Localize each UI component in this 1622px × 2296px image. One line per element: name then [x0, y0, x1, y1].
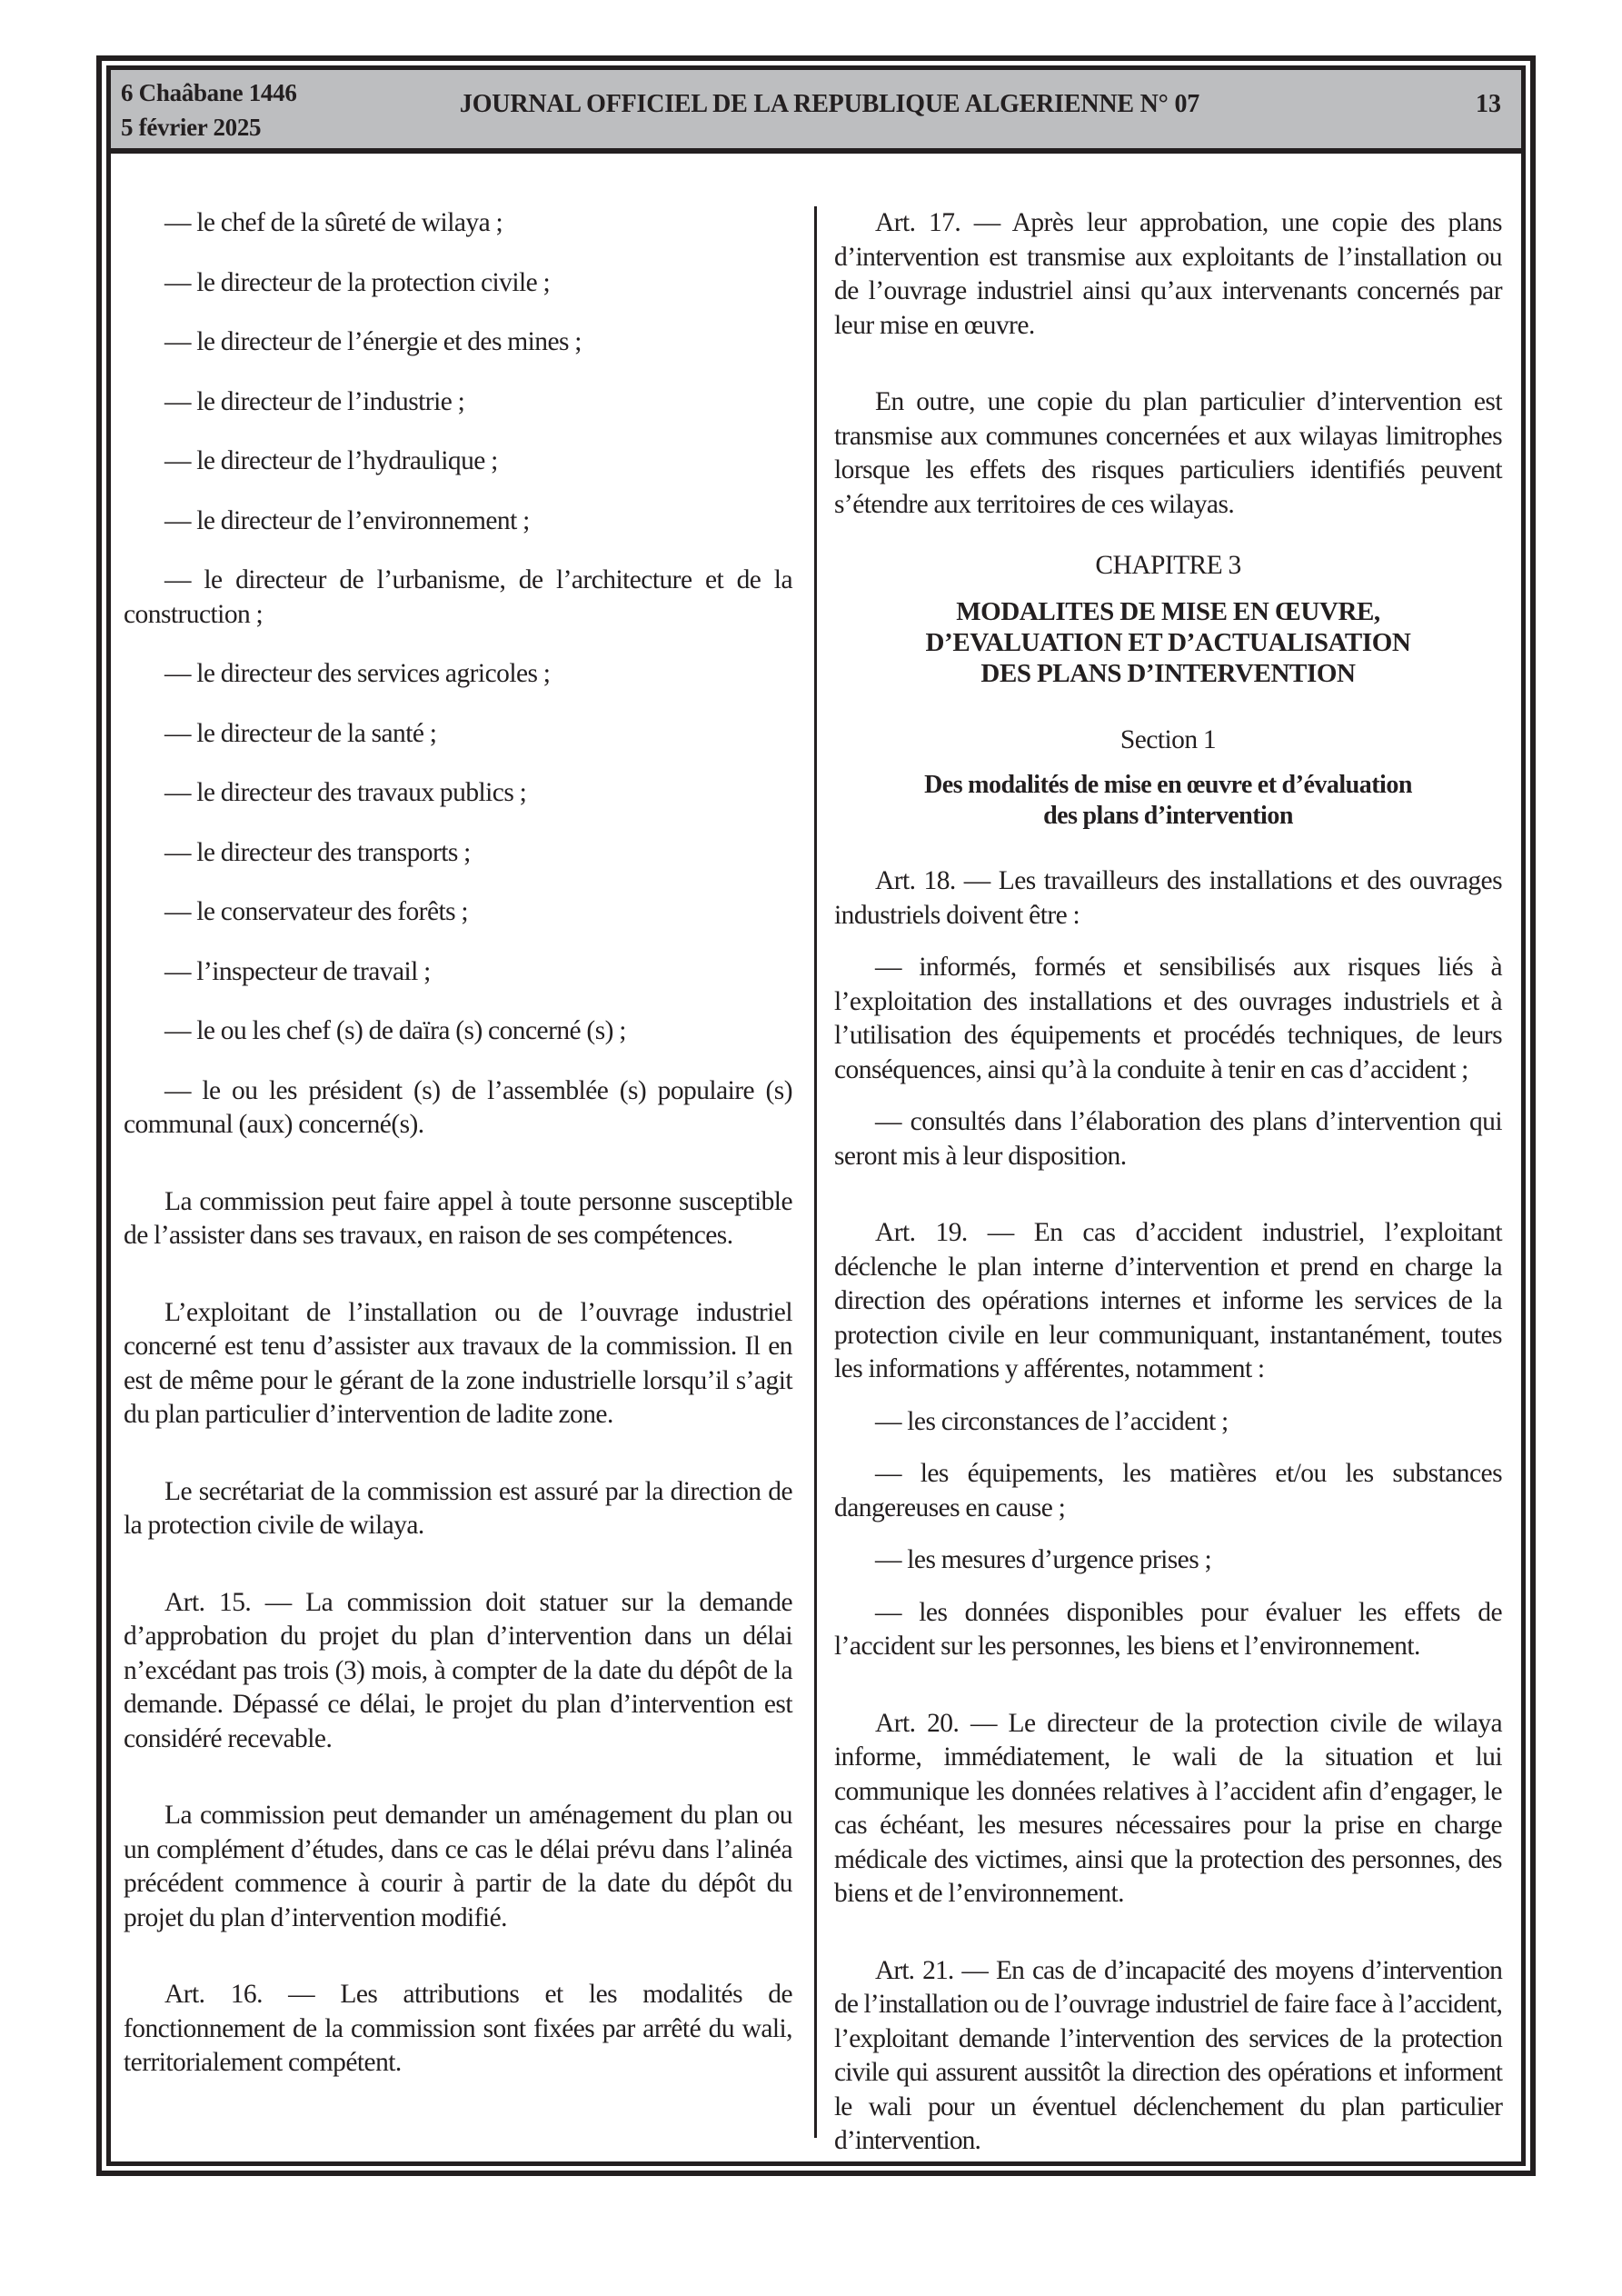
article-19-intro: Art. 19. — En cas d’accident industriel, l’exploitant déclenche le plan interne d’intervention et prend en charge la direction des opérations internes et informe les services de la protection civile en leur communiquant, instantanément, toutes les informations y afférentes, notamment :	[834, 1218, 1502, 1383]
list-item: — le directeur de la santé ;	[164, 718, 437, 748]
list-item: — le directeur de l’énergie et des mines ;	[164, 327, 582, 356]
list-item: — le directeur des transports ;	[164, 837, 471, 867]
section-title-line: Des modalités de mise en œuvre et d’évaluation	[924, 771, 1412, 799]
paragraph-commission-experts: La commission peut faire appel à toute personne susceptible de l’assister dans ses travaux, en raison de ses compétences.	[124, 1186, 792, 1250]
chapter-title	[834, 596, 1502, 689]
journal-title: JOURNAL OFFICIEL DE LA REPUBLIQUE ALGERIENNE N° 07	[459, 90, 1200, 118]
right-column	[834, 206, 1502, 2159]
column-divider	[814, 206, 817, 2138]
article-18-intro: Art. 18. — Les travailleurs des installations et des ouvrages industriels doivent être :	[834, 866, 1502, 930]
chapter-title-line: D’EVALUATION ET D’ACTUALISATION	[925, 627, 1411, 657]
list-item: — le directeur de la protection civile ;	[164, 267, 551, 297]
list-item: — le directeur de l’hydraulique ;	[164, 446, 498, 475]
hijri-date: 6 Chaâbane 1446	[121, 79, 297, 106]
list-item: — les circonstances de l’accident ;	[875, 1406, 1229, 1436]
article-16: Art. 16. — Les attributions et les modalités de fonctionnement de la commission sont fixées par arrêté du wali, territorialement compétent.	[124, 1980, 792, 2077]
chapter-label: CHAPITRE 3	[1095, 551, 1241, 580]
list-item: — le directeur des travaux publics ;	[164, 778, 527, 807]
list-item: — le ou les président (s) de l’assemblée (s) populaire (s) communal (aux) concerné(s).	[124, 1075, 792, 1139]
section-title-line: des plans d’intervention	[1043, 802, 1293, 830]
section-label: Section 1	[1119, 724, 1217, 754]
list-item: — consultés dans l’élaboration des plans d’intervention qui seront mis à leur disposition.	[834, 1107, 1502, 1171]
page-frame-inner	[106, 65, 1526, 2166]
list-item: — informés, formés et sensibilisés aux risques liés à l’exploitation des installations et des ouvrages industriels et à l’utilisation des équipements et procédés techniques, de leurs conséquences, ainsi qu’à la conduite à tenir en cas d’accident ;	[834, 953, 1502, 1084]
paragraph-exploitant-attendance: L’exploitant de l’installation ou de l’ouvrage industriel concerné est tenu d’assister aux travaux de la commission. Il en est de même pour le gérant de la zone industrielle lorsqu’il s’agit du plan particulier d’intervention de ladite zone.	[124, 1297, 792, 1429]
list-item: — le directeur de l’environnement ;	[164, 505, 530, 535]
page-header	[111, 70, 1521, 154]
section-title	[834, 770, 1502, 832]
page-number: 13	[1476, 90, 1501, 118]
paragraph-secretariat: Le secrétariat de la commission est assuré par la direction de la protection civile de wilaya.	[124, 1476, 792, 1540]
gregorian-date: 5 février 2025	[121, 114, 262, 141]
list-item: — le conservateur des forêts ;	[164, 897, 469, 926]
list-item: — le chef de la sûreté de wilaya ;	[164, 208, 503, 237]
list-item: — les mesures d’urgence prises ;	[875, 1545, 1212, 1574]
left-column	[124, 206, 792, 2081]
article-15: Art. 15. — La commission doit statuer sur la demande d’approbation du projet du plan d’intervention dans un délai n’excédant pas trois (3) mois, à compter de la date du dépôt de la demande. Dépassé ce délai, le projet du plan d’intervention est considéré recevable.	[124, 1587, 792, 1753]
article-20: Art. 20. — Le directeur de la protection civile de wilaya informe, immédiatement, le wali de la situation et lui communique les données relatives à l’accident afin d’engager, le cas échéant, les mesures nécessaires pour la prise en charge médicale des victimes, ainsi que la protection des personnes, des biens et de l’environnement.	[834, 1708, 1502, 1908]
page-frame-outer	[96, 55, 1536, 2176]
article-17: Art. 17. — Après leur approbation, une copie des plans d’intervention est transmise aux exploitants de l’installation ou de l’ouvrage industriel ainsi qu’aux intervenants concernés par leur mise en œuvre.	[834, 208, 1502, 340]
paragraph-amendment: La commission peut demander un aménagement du plan ou un complément d’études, dans ce cas le délai prévu dans l’alinéa précédent commence à courir à partir de la date du dépôt du projet du plan d’intervention modifié.	[124, 1801, 792, 1932]
chapter-title-line: DES PLANS D’INTERVENTION	[980, 658, 1356, 688]
list-item: — l’inspecteur de travail ;	[164, 956, 431, 986]
article-21: Art. 21. — En cas de d’incapacité des moyens d’intervention de l’installation ou de l’ouvrage industriel de faire face à l’accident, l’exploitant demande l’intervention des services de la protection civile qui assurent aussitôt la direction des opérations et informent le wali pour un éventuel déclenchement du plan particulier d’intervention.	[834, 1955, 1502, 2155]
list-item: — les données disponibles pour évaluer les effets de l’accident sur les personnes, les biens et l’environnement.	[834, 1597, 1502, 1661]
list-item: — les équipements, les matières et/ou les substances dangereuses en cause ;	[834, 1459, 1502, 1522]
list-item: — le directeur de l’urbanisme, de l’architecture et de la construction ;	[124, 565, 792, 629]
list-item: — le directeur de l’industrie ;	[164, 386, 465, 416]
list-item: — le directeur des services agricoles ;	[164, 659, 551, 688]
list-item: — le ou les chef (s) de daïra (s) concerné (s) ;	[164, 1016, 626, 1045]
chapter-title-line: MODALITES DE MISE EN ŒUVRE,	[956, 596, 1380, 626]
paragraph-copy-communes: En outre, une copie du plan particulier d’intervention est transmise aux communes concernées et aux wilayas limitrophes lorsque les effets des risques particuliers identifiés peuvent s’étendre aux territoires de ces wilayas.	[834, 387, 1502, 519]
